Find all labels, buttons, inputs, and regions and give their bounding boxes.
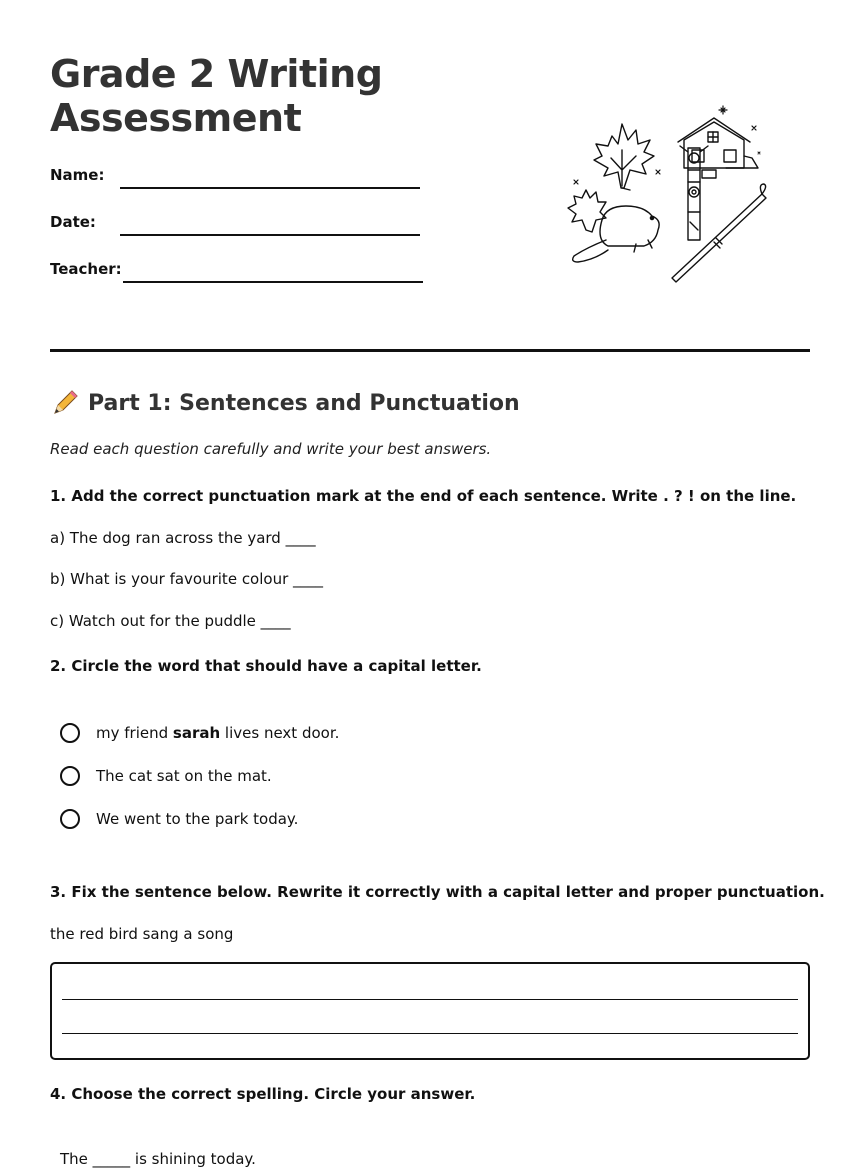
q2-option-2-text: The cat sat on the mat. <box>96 767 272 785</box>
question-2-prompt: 2. Circle the word that should have a capital letter. <box>50 657 482 675</box>
teacher-field[interactable] <box>123 281 423 283</box>
answer-line <box>62 1033 798 1034</box>
name-label: Name: <box>50 166 105 184</box>
question-1b: b) What is your favourite colour ____ <box>50 570 324 588</box>
q2-option-3[interactable] <box>60 809 298 829</box>
page-title: Grade 2 Writing Assessment <box>50 52 383 140</box>
q2-option-2[interactable] <box>60 766 272 786</box>
teacher-label: Teacher: <box>50 260 122 278</box>
question-3-sentence: the red bird sang a song <box>50 925 234 943</box>
radio-circle[interactable] <box>60 809 80 829</box>
answer-box[interactable] <box>50 962 810 1060</box>
radio-circle[interactable] <box>60 723 80 743</box>
answer-line <box>62 999 798 1000</box>
date-field[interactable] <box>120 234 420 236</box>
section-divider <box>50 349 810 352</box>
question-3-prompt: 3. Fix the sentence below. Rewrite it correctly with a capital letter and proper punctuation. <box>50 883 825 901</box>
instructions: Read each question carefully and write your best answers. <box>50 440 492 458</box>
question-1-prompt: 1. Add the correct punctuation mark at the end of each sentence. Write . ? ! on the line. <box>50 487 797 505</box>
q2-option-3-text: We went to the park today. <box>96 810 299 828</box>
question-4-prompt: 4. Choose the correct spelling. Circle your answer. <box>50 1085 476 1103</box>
canada-symbols-illustration <box>566 100 776 290</box>
part1-title <box>50 388 520 418</box>
date-label: Date: <box>50 213 96 231</box>
radio-circle[interactable] <box>60 766 80 786</box>
question-1c: c) Watch out for the puddle ____ <box>50 612 291 630</box>
question-4-sentence: The _____ is shining today. <box>60 1150 256 1168</box>
question-1a: a) The dog ran across the yard ____ <box>50 529 316 547</box>
q2-option-1[interactable] <box>60 723 339 743</box>
pencil-icon <box>50 388 80 418</box>
name-field[interactable] <box>120 187 420 189</box>
part1-title-text: Part 1: Sentences and Punctuation <box>88 390 520 416</box>
q2-option-1-text: my friend sarah lives next door. <box>96 724 340 742</box>
